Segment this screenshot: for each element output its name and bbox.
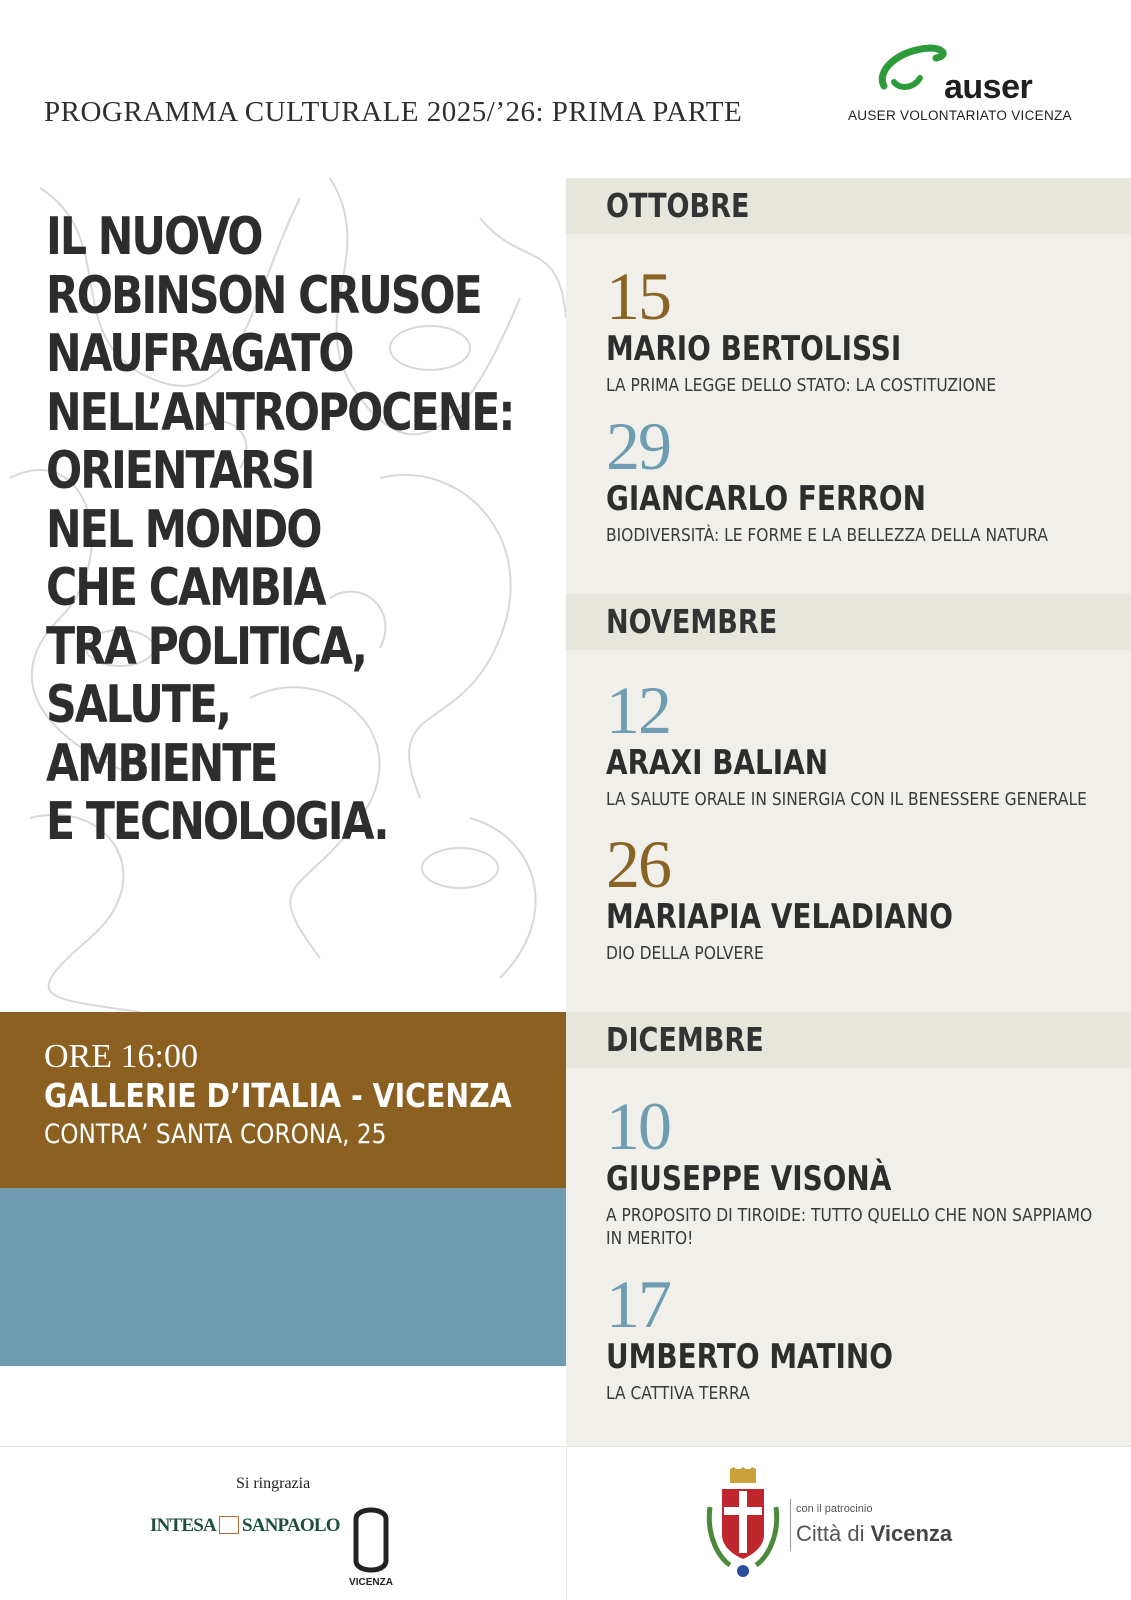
patronage-city-name: Vicenza [870,1521,953,1546]
event-item [606,826,1116,965]
event-speaker: UMBERTO MATINO [606,1337,893,1377]
event-day: 15 [606,258,670,334]
event-item [606,672,1116,811]
month-header-ottobre [566,178,1131,234]
schedule-panel [566,178,1131,1446]
event-speaker: MARIO BERTOLISSI [606,329,902,369]
patronage-city [796,1521,952,1547]
event-item [606,1088,1116,1250]
intesa-mark-icon [219,1516,239,1534]
headline-line: AMBIENTE [46,733,277,794]
header [0,0,1131,178]
headline-line: IL NUOVO [46,207,262,267]
headline-line: E TECNOLOGIA. [46,792,388,852]
venue-address: VIALE DELLA PACE, 89 [44,1295,304,1326]
patronage-label: con il patrocinio [796,1503,873,1515]
event-day: 17 [606,1266,670,1342]
event-topic: LA SALUTE ORALE IN SINERGIA CON IL BENESSERE GENERALE [606,789,1087,810]
headline-line: SALUTE, [46,675,231,735]
event-item [606,408,1116,547]
auser-swoosh-icon [874,42,954,102]
headline-panel [0,178,566,1012]
headline-line: ROBINSON CRUSOE [46,265,481,326]
month-name: OTTOBRE [606,186,750,225]
thanks-label: Si ringrazia [236,1475,311,1492]
event-topic: BIODIVERSITÀ: LE FORME E LA BELLEZZA DELLA NATURA [606,525,1048,546]
event-item [606,258,1116,397]
headline-line: NAUFRAGATO [46,324,353,384]
month-name: NOVEMBRE [606,602,778,641]
event-day: 10 [606,1088,670,1164]
gallerie-italia-logo [336,1499,406,1589]
event-topic: DIO DELLA POLVERE [606,943,764,964]
venue-villa-tacchi [0,1188,566,1366]
headline-line: TRA POLITICA, [46,616,366,677]
footer-divider [566,1447,567,1600]
auser-logo-word: auser [944,68,1033,106]
auser-logo-subtitle: AUSER VOLONTARIATO VICENZA [848,108,1072,123]
event-speaker: GIANCARLO FERRON [606,479,926,519]
patronage-divider [790,1499,791,1551]
headline-line: NELL’ANTROPOCENE: [46,382,514,443]
event-topic: A PROPOSITO DI TIROIDE: TUTTO QUELLO CHE NON SAPPIAMO IN MERITO! [606,1205,1093,1249]
vicenza-coat-of-arms-icon [706,1467,780,1583]
month-name: DICEMBRE [606,1020,764,1059]
event-speaker: GIUSEPPE VISONÀ [606,1159,892,1199]
auser-logo [848,40,1090,130]
svg-text:VICENZA: VICENZA [349,1577,393,1588]
venue-gallerie [0,1012,566,1188]
month-header-novembre [566,594,1131,650]
intesa-sanpaolo-logo: INTESA SANPAOLO [150,1515,340,1536]
venue-time: ORE 16:00 [44,1038,198,1075]
month-header-dicembre [566,1012,1131,1068]
program-title: PROGRAMMA CULTURALE 2025/’26: PRIMA PARTE [44,96,743,128]
left-bottom-spacer [0,1366,566,1446]
headline-line: NEL MONDO [46,499,321,560]
venue-time: ORE 17:00 [44,1214,198,1251]
headline-line: CHE CAMBIA [46,558,325,618]
headline [46,208,556,852]
event-speaker: MARIAPIA VELADIANO [606,897,953,937]
event-day: 12 [606,672,670,748]
venue-address: CONTRA’ SANTA CORONA, 25 [44,1119,387,1150]
event-topic: LA CATTIVA TERRA [606,1383,750,1404]
event-topic: LA PRIMA LEGGE DELLO STATO: LA COSTITUZIONE [606,375,997,396]
venue-place: VILLA TACCHI [44,1252,260,1291]
event-day: 29 [606,408,670,484]
event-speaker: ARAXI BALIAN [606,743,829,783]
event-item [606,1266,1116,1405]
headline-line: ORIENTARSI [46,441,314,501]
patronage-city-prefix: Città di [796,1521,865,1546]
venue-place: GALLERIE D’ITALIA - VICENZA [44,1076,512,1115]
event-day: 26 [606,826,670,902]
footer [0,1446,1131,1600]
